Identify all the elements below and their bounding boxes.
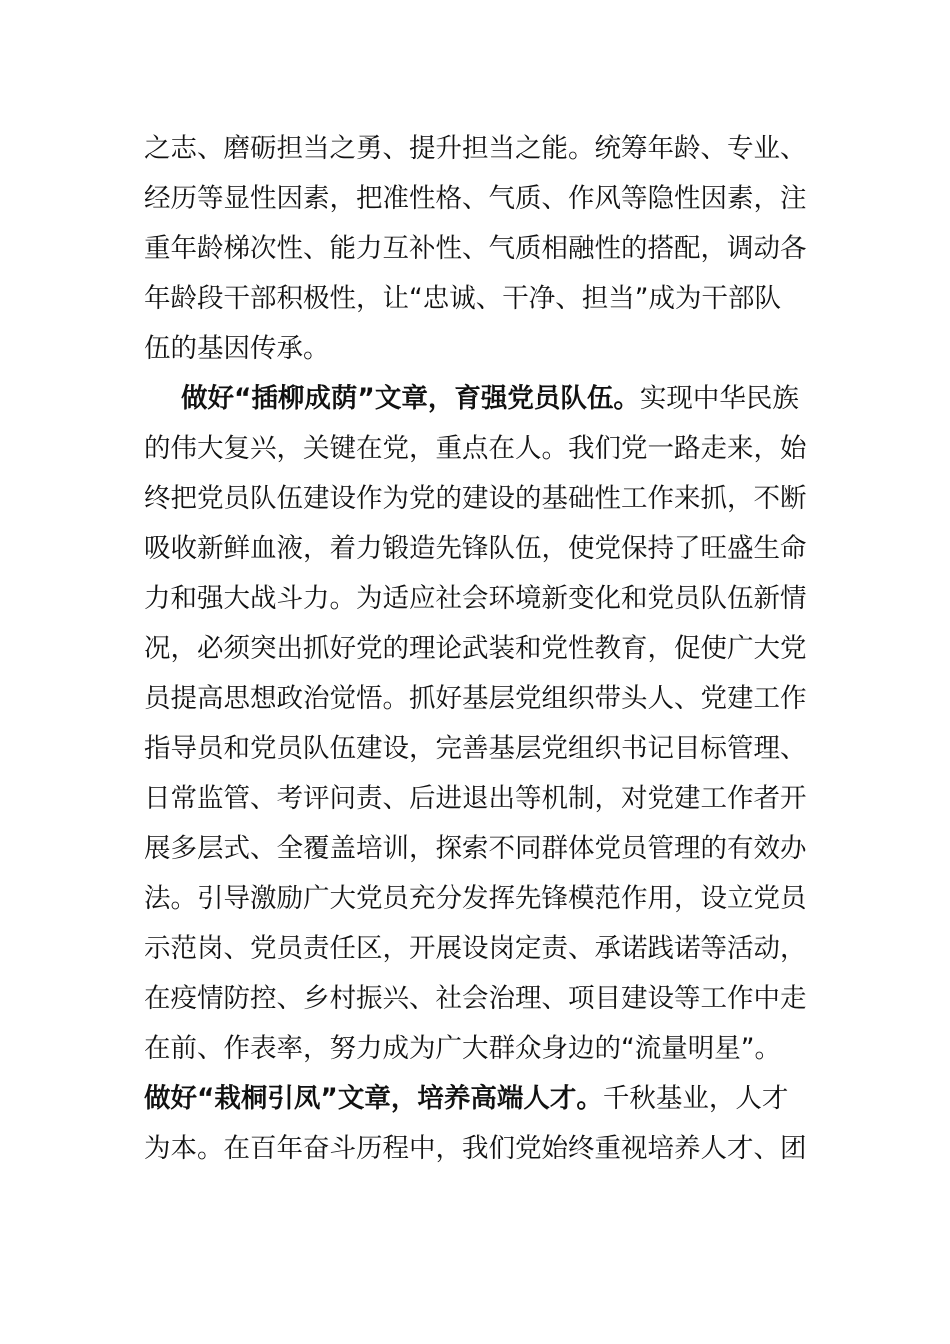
section-2-first-line xyxy=(144,374,814,424)
section-3-heading: 做好“栽桐引凤”文章，培养高端人才。 xyxy=(144,1083,603,1114)
body-line: 的伟大复兴，关键在党，重点在人。我们党一路走来，始 xyxy=(144,433,807,464)
section-2-heading: 做好“插柳成荫”文章，育强党员队伍。 xyxy=(181,383,640,414)
section-3-first-line xyxy=(144,1074,814,1124)
body-line: 年龄段干部积极性，让“忠诚、干净、担当”成为干部队 xyxy=(144,283,781,314)
body-line: 终把党员队伍建设作为党的建设的基础性工作来抓，不断 xyxy=(144,483,807,514)
section-2-first-line-text: 实现中华民族 xyxy=(639,383,799,414)
body-line: 指导员和党员队伍建设，完善基层党组织书记目标管理、 xyxy=(144,733,807,764)
body-line: 日常监管、考评问责、后进退出等机制，对党建工作者开 xyxy=(144,783,807,814)
body-line: 法。引导激励广大党员充分发挥先锋模范作用，设立党员 xyxy=(144,883,807,914)
body-line: 在前、作表率，努力成为广大群众身边的“流量明星”。 xyxy=(144,1033,781,1064)
body-line: 经历等显性因素，把准性格、气质、作风等隐性因素，注 xyxy=(144,183,807,214)
document-body xyxy=(144,124,814,1174)
body-line: 力和强大战斗力。为适应社会环境新变化和党员队伍新情 xyxy=(144,583,807,614)
body-line: 为本。在百年奋斗历程中，我们党始终重视培养人才、团 xyxy=(144,1133,807,1164)
body-line: 展多层式、全覆盖培训，探索不同群体党员管理的有效办 xyxy=(144,833,807,864)
body-line: 员提高思想政治觉悟。抓好基层党组织带头人、党建工作 xyxy=(144,683,807,714)
body-line: 在疫情防控、乡村振兴、社会治理、项目建设等工作中走 xyxy=(144,983,807,1014)
body-line: 示范岗、党员责任区，开展设岗定责、承诺践诺等活动， xyxy=(144,933,807,964)
body-line: 伍的基因传承。 xyxy=(144,333,330,364)
body-line: 吸收新鲜血液，着力锻造先锋队伍，使党保持了旺盛生命 xyxy=(144,533,807,564)
body-line: 重年龄梯次性、能力互补性、气质相融性的搭配，调动各 xyxy=(144,233,807,264)
section-3-first-line-text: 千秋基业，人才 xyxy=(602,1083,789,1114)
body-line: 之志、磨砺担当之勇、提升担当之能。统筹年龄、专业、 xyxy=(144,133,807,164)
body-line: 况，必须突出抓好党的理论武装和党性教育，促使广大党 xyxy=(144,633,807,664)
